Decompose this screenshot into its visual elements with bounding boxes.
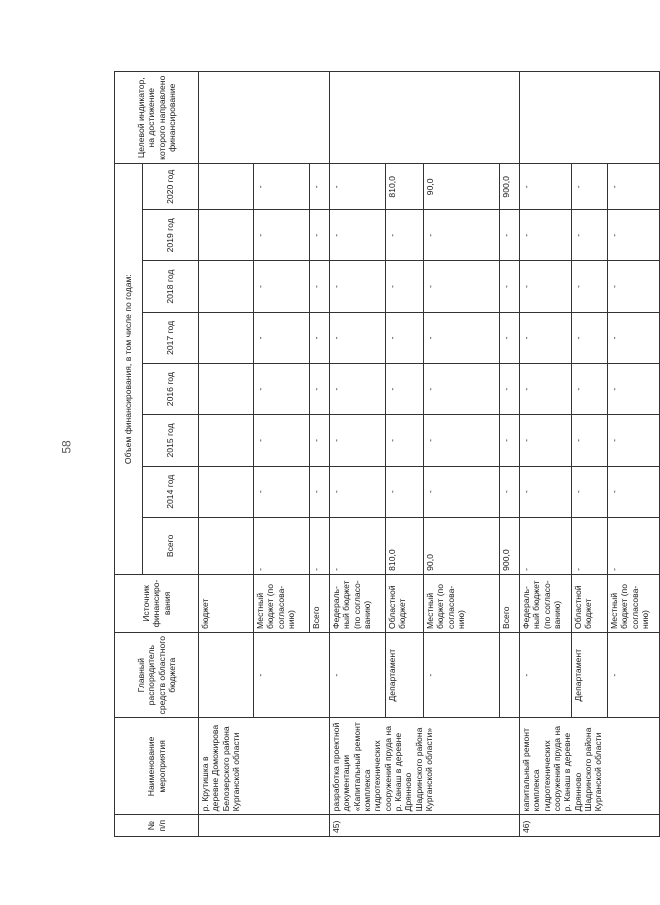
header-source: Источник финансиро-вания	[115, 574, 199, 632]
budget-manager: -	[520, 632, 572, 717]
financing-source: Всего	[500, 574, 520, 632]
table-body	[199, 72, 660, 837]
header-indicator: Целевой индикатор, на достижение которого направлено финансирование	[115, 72, 199, 164]
financing-source: Областной бюджет	[572, 574, 608, 632]
target-indicator	[330, 72, 520, 164]
total-amount: 810,0	[386, 517, 424, 574]
year-amount: -	[310, 210, 330, 261]
year-amount: -	[572, 210, 608, 261]
year-amount: -	[520, 415, 572, 466]
year-amount	[199, 312, 254, 363]
year-amount: -	[520, 364, 572, 415]
budget-manager: Департамент	[572, 632, 608, 717]
financing-source: Всего	[310, 574, 330, 632]
table-row	[330, 72, 386, 837]
year-amount: -	[386, 364, 424, 415]
year-amount: -	[520, 210, 572, 261]
year-amount: -	[608, 210, 660, 261]
header-name: Наименование мероприятия	[115, 718, 199, 815]
budget-manager: -	[330, 632, 386, 717]
year-amount: -	[310, 364, 330, 415]
year-amount: -	[386, 415, 424, 466]
year-amount: 90,0	[424, 164, 500, 210]
year-amount: -	[386, 466, 424, 517]
year-amount	[199, 466, 254, 517]
financing-source: Местный бюджет (по согласова-нию)	[608, 574, 660, 632]
total-amount: -	[254, 517, 310, 574]
row-number: 46)	[520, 815, 660, 837]
budget-manager	[500, 632, 520, 717]
header-row-top	[115, 72, 143, 837]
year-amount: -	[330, 261, 386, 312]
year-amount: -	[424, 364, 500, 415]
header-manager: Главный распорядитель средств областного бюджета	[115, 632, 199, 717]
table-row	[520, 72, 572, 837]
row-number	[199, 815, 330, 837]
year-amount: -	[520, 164, 572, 210]
header-year: 2019 год	[143, 210, 199, 261]
year-amount: -	[608, 312, 660, 363]
year-amount: -	[424, 210, 500, 261]
year-amount: -	[572, 364, 608, 415]
year-amount: -	[424, 261, 500, 312]
header-year: 2015 год	[143, 415, 199, 466]
year-amount: -	[520, 312, 572, 363]
year-amount: -	[572, 164, 608, 210]
header-num: № п/п	[115, 815, 199, 837]
total-amount: -	[572, 517, 608, 574]
budget-manager: -	[254, 632, 330, 717]
year-amount: -	[254, 466, 310, 517]
year-amount	[199, 261, 254, 312]
financing-source: Местный бюджет (по согласова-нию)	[254, 574, 310, 632]
year-amount: -	[254, 312, 310, 363]
target-indicator	[199, 72, 330, 164]
year-amount: -	[572, 415, 608, 466]
table-row	[199, 72, 254, 837]
budget-manager	[199, 632, 254, 717]
year-amount: -	[424, 312, 500, 363]
year-amount: -	[500, 312, 520, 363]
year-amount	[199, 364, 254, 415]
header-total: Всего	[143, 517, 199, 574]
page-number: 58	[59, 440, 74, 454]
year-amount: -	[254, 210, 310, 261]
header-year: 2020 год	[143, 164, 199, 210]
year-amount: -	[520, 261, 572, 312]
year-amount: -	[572, 466, 608, 517]
activity-name: разработка проектной документации «Капитальный ремонт комплекса гидротехнических сооружений пруда на р. Канаш в деревне Дрянново Шадринского района Курганской области»	[330, 718, 520, 815]
year-amount: -	[310, 164, 330, 210]
year-amount: -	[310, 312, 330, 363]
year-amount: -	[310, 466, 330, 517]
financing-table	[114, 71, 660, 837]
financing-source: Областной бюджет	[386, 574, 424, 632]
rotated-table-wrapper	[114, 71, 650, 837]
total-amount	[199, 517, 254, 574]
year-amount: -	[386, 210, 424, 261]
year-amount: -	[330, 466, 386, 517]
total-amount: 90,0	[424, 517, 500, 574]
year-amount: -	[330, 364, 386, 415]
budget-manager: -	[608, 632, 660, 717]
year-amount: -	[310, 415, 330, 466]
year-amount: -	[254, 364, 310, 415]
year-amount: -	[608, 364, 660, 415]
year-amount: -	[330, 312, 386, 363]
year-amount: -	[310, 261, 330, 312]
header-year: 2017 год	[143, 312, 199, 363]
year-amount	[199, 415, 254, 466]
year-amount: -	[608, 164, 660, 210]
year-amount	[199, 164, 254, 210]
header-year: 2014 год	[143, 466, 199, 517]
total-amount: 900,0	[500, 517, 520, 574]
header-year: 2018 год	[143, 261, 199, 312]
year-amount: -	[608, 261, 660, 312]
year-amount: 810,0	[386, 164, 424, 210]
year-amount: 900,0	[500, 164, 520, 210]
header-volume: Объем финансирования, в том числе по годам:	[115, 164, 143, 574]
year-amount: -	[572, 261, 608, 312]
budget-manager: -	[424, 632, 500, 717]
activity-name: р. Крутишка в деревне Доможирова Белозерского района Курганской области	[199, 718, 330, 815]
budget-manager: Департамент	[386, 632, 424, 717]
year-amount: -	[386, 312, 424, 363]
financing-source: Федераль-ный бюджет (по согласо-ванию)	[520, 574, 572, 632]
year-amount: -	[424, 415, 500, 466]
total-amount: -	[330, 517, 386, 574]
financing-source: Федераль-ный бюджет (по согласо-ванию)	[330, 574, 386, 632]
year-amount: -	[608, 466, 660, 517]
year-amount: -	[520, 466, 572, 517]
activity-name: капитальный ремонт комплекса гидротехнических сооружений пруда на р. Канаш в деревне Дрянново Шадринского района Курганской области	[520, 718, 660, 815]
year-amount: -	[254, 164, 310, 210]
year-amount: -	[500, 466, 520, 517]
total-amount: -	[310, 517, 330, 574]
total-amount: -	[520, 517, 572, 574]
year-amount: -	[500, 415, 520, 466]
row-number: 45)	[330, 815, 520, 837]
year-amount: -	[330, 210, 386, 261]
year-amount: -	[254, 415, 310, 466]
year-amount: -	[500, 364, 520, 415]
year-amount	[199, 210, 254, 261]
header-year: 2016 год	[143, 364, 199, 415]
year-amount: -	[424, 466, 500, 517]
year-amount: -	[608, 415, 660, 466]
year-amount: -	[500, 210, 520, 261]
target-indicator	[520, 72, 660, 164]
financing-source: Местный бюджет (по согласова-нию)	[424, 574, 500, 632]
year-amount: -	[330, 415, 386, 466]
total-amount: -	[608, 517, 660, 574]
year-amount: -	[386, 261, 424, 312]
year-amount: -	[572, 312, 608, 363]
year-amount: -	[330, 164, 386, 210]
year-amount: -	[500, 261, 520, 312]
financing-source: бюджет	[199, 574, 254, 632]
year-amount: -	[254, 261, 310, 312]
